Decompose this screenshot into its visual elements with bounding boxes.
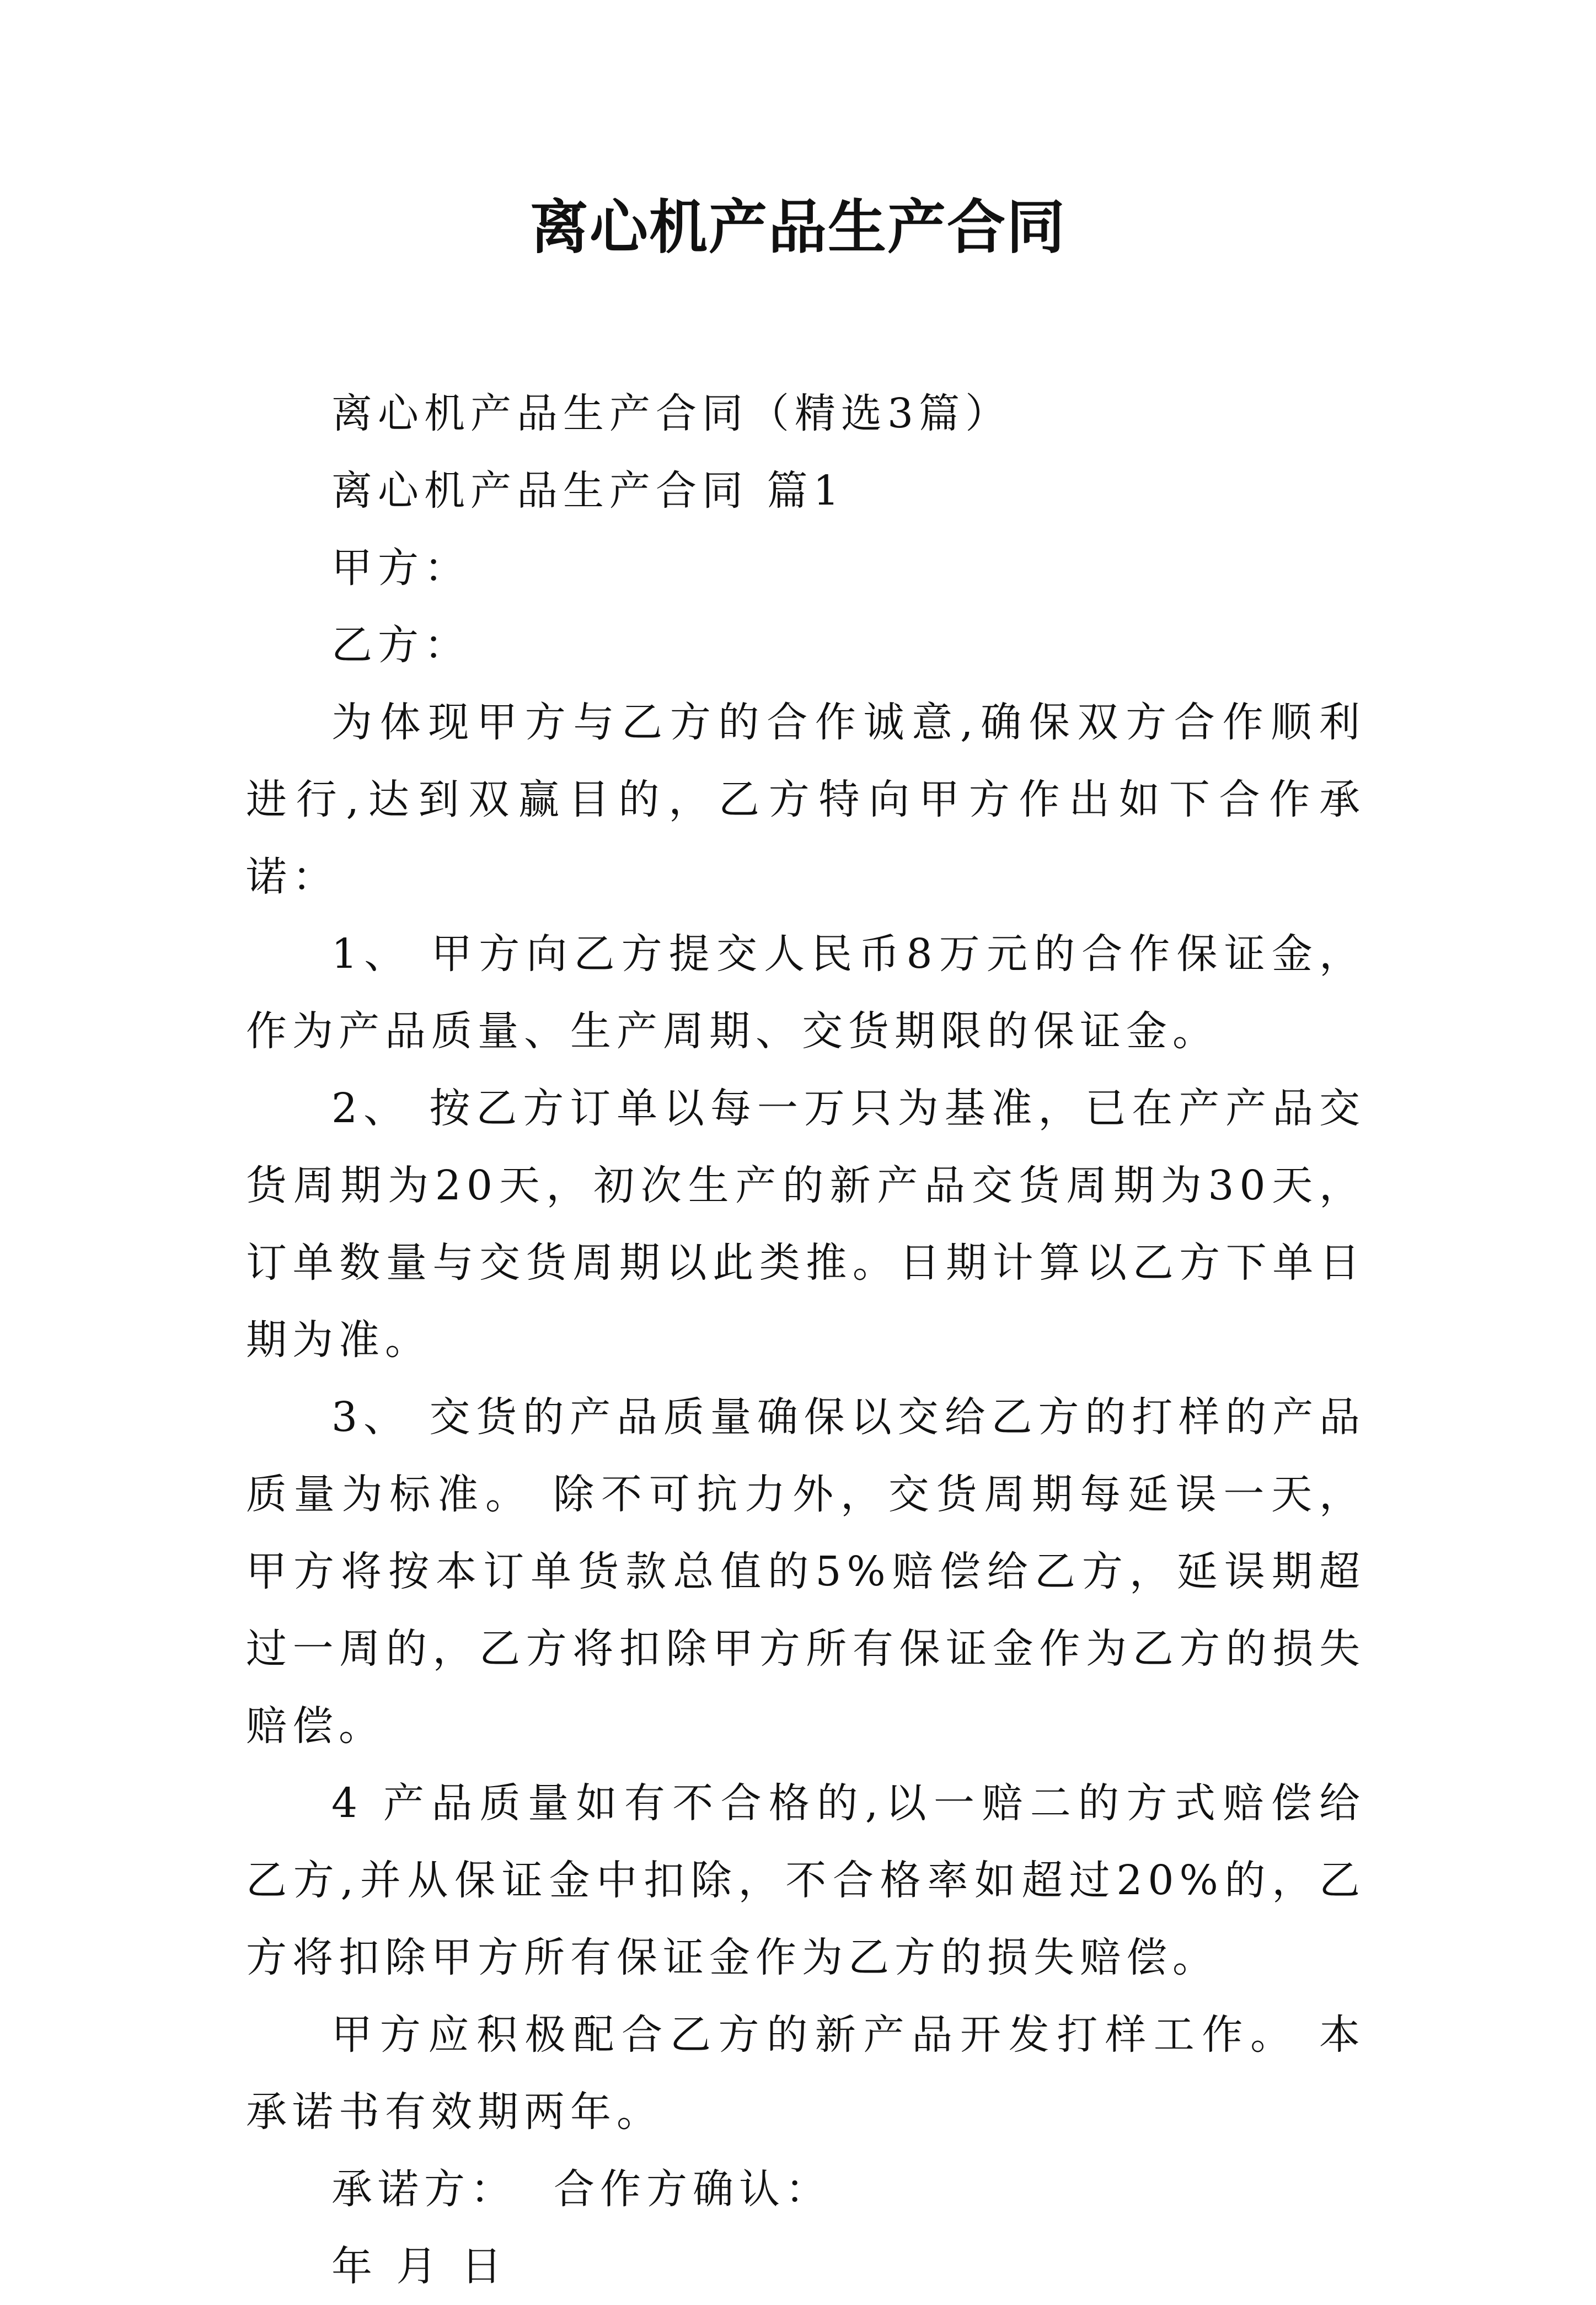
clause-1: 1、 甲方向乙方提交人民币8万元的合作保证金，作为产品质量、生产周期、交货期限的保证金。 xyxy=(246,930,1365,1055)
intro-paragraph: 为体现甲方与乙方的合作诚意,确保双方合作顺利进行,达到双赢目的，乙方特向甲方作出如下合作承诺： xyxy=(246,699,1365,900)
party-a-line: 甲方： xyxy=(331,544,470,592)
signature-line: 承诺方： 合作方确认： xyxy=(331,2165,832,2213)
clause-4: 4 产品质量如有不合格的,以一赔二的方式赔偿给乙方,并从保证金中扣除，不合格率如超过20%的，乙方将扣除甲方所有保证金作为乙方的损失赔偿。 xyxy=(246,1779,1365,1981)
subtitle-paragraph: 离心机产品生产合同（精选3篇） xyxy=(331,390,1012,437)
clause-2: 2、 按乙方订单以每一万只为基准，已在产产品交货周期为20天，初次生产的新产品交货周期为30天，订单数量与交货周期以此类推。日期计算以乙方下单日期为准。 xyxy=(246,1085,1365,1364)
document-body xyxy=(246,375,1365,2305)
party-b-line: 乙方： xyxy=(331,621,470,669)
section-heading: 离心机产品生产合同 篇1 xyxy=(331,467,845,514)
clause-3: 3、 交货的产品质量确保以交给乙方的打样的产品质量为标准。 除不可抗力外，交货周期每延误一天，甲方将按本订单货款总值的5%赔偿给乙方，延误期超过一周的，乙方将扣除甲方所有保证金作为乙方的损失赔偿。 xyxy=(246,1393,1365,1750)
document-title: 离心机产品生产合同 xyxy=(530,192,1066,261)
closing-paragraph: 甲方应积极配合乙方的新产品开发打样工作。 本承诺书有效期两年。 xyxy=(246,2011,1365,2136)
date-line: 年 月 日 xyxy=(331,2243,508,2290)
